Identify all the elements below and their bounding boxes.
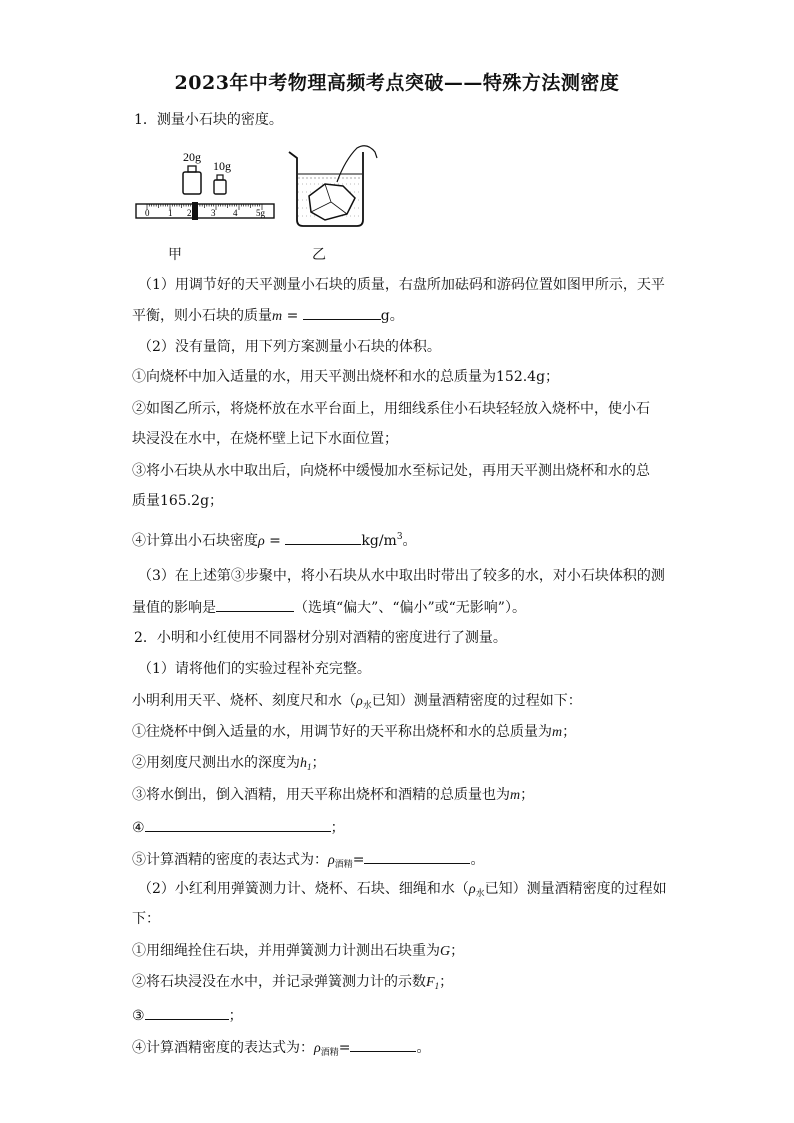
q1-stem: 1．测量小石块的密度。	[134, 112, 283, 128]
q1-step3-b: 质量165.2g；	[132, 493, 224, 509]
scale-tick-4: 4	[233, 208, 238, 218]
rider-marker	[192, 202, 198, 220]
q1-step2-a: ②如图乙所示，将烧杯放在水平台面上，用细线系住小石块轻轻放入烧杯中，使小石	[132, 401, 650, 417]
q1-part3-b: 量值的影响是 （选填“偏大”、“偏小”或“无影响”）。	[132, 597, 526, 617]
q2-part2-a: （2）小红利用弹簧测力计、烧杯、石块、细绳和水（$\rho_水$已知）测量酒精密度的过程如	[138, 881, 667, 899]
figure-balance-rider	[133, 148, 278, 224]
step4-answer-blank[interactable]	[145, 817, 331, 832]
scale-tick-5: 5g	[256, 208, 265, 218]
q1-step4: ④计算出小石块密度$\rho = kg/m^3$。	[132, 532, 417, 549]
scale-tick-1: 1	[168, 208, 173, 218]
figure-caption-yi: 乙	[312, 247, 326, 263]
q2-part1: （1）请将他们的实验过程补充完整。	[138, 661, 371, 677]
q2-b2: ②将石块浸没在水中，并记录弹簧测力计的示数$F_1$；	[132, 974, 454, 991]
scale-tick-2: 2	[187, 208, 192, 218]
q2-a4: ④ ；	[132, 817, 345, 837]
stone-icon	[309, 184, 355, 220]
q2-stem: 2．小明和小红使用不同器材分别对酒精的密度进行了测量。	[134, 630, 507, 646]
q1-part1-line-b: 平衡，则小石块的质量m = g。	[132, 305, 404, 326]
mass-answer-blank[interactable]	[303, 305, 381, 320]
page-title: 2023年中考物理高频考点突破——特殊方法测密度	[174, 72, 620, 94]
weight-10g-icon	[214, 175, 226, 194]
q1-part1-line-a: （1）用调节好的天平测量小石块的质量，右盘所加砝码和游码位置如图甲所示，天平	[138, 277, 665, 293]
q1-part3-a: （3）在上述第③步聚中，将小石块从水中取出时带出了较多的水，对小石块体积的测	[138, 568, 665, 584]
q1-part2: （2）没有量筒，用下列方案测量小石块的体积。	[138, 339, 441, 355]
q2-b1: ①用细绳拴住石块，并用弹簧测力计测出石块重为G；	[132, 943, 465, 959]
q2-part2-b: 下：	[132, 911, 160, 927]
thread-icon	[337, 146, 377, 182]
expression-answer-blank-1[interactable]	[364, 849, 470, 864]
q2-b4: ④计算酒精密度的表达式为：$\rho_{酒精}=$ 。	[132, 1037, 430, 1062]
q1-step1: ①向烧杯中加入适量的水，用天平测出烧杯和水的总质量为152.4g；	[132, 369, 560, 385]
q1-step3-a: ③将小石块从水中取出后，向烧杯中缓慢加水至标记处，再用天平测出烧杯和水的总	[132, 463, 650, 479]
q2-a1: ①往烧杯中倒入适量的水，用调节好的天平称出烧杯和水的总质量为m；	[132, 724, 577, 740]
q2-a5: ⑤计算酒精的密度的表达式为：$\rho_{酒精}=$ 。	[132, 849, 484, 874]
scale-tick-3: 3	[211, 208, 216, 218]
q2-a2: ②用刻度尺测出水的深度为$h_1$；	[132, 755, 326, 772]
effect-answer-blank[interactable]	[216, 597, 294, 612]
weight-20g-label: 20g	[183, 150, 201, 164]
q2-xiaoming-intro: 小明利用天平、烧杯、刻度尺和水（$\rho_水$已知）测量酒精密度的过程如下：	[132, 693, 582, 711]
q2-a3: ③将水倒出，倒入酒精，用天平称出烧杯和酒精的总质量也为m；	[132, 787, 535, 803]
q1-step2-b: 块浸没在水中，在烧杯壁上记下水面位置；	[132, 431, 398, 447]
weight-20g-icon	[183, 166, 201, 194]
density-answer-blank[interactable]	[285, 530, 361, 545]
scale-tick-0: 0	[145, 208, 150, 218]
rider-scale	[136, 202, 274, 220]
weight-10g-label: 10g	[213, 159, 231, 173]
q2-b3: ③ ；	[132, 1005, 243, 1025]
step3-answer-blank[interactable]	[145, 1005, 229, 1020]
figure-caption-jia: 甲	[168, 247, 182, 263]
expression-answer-blank-2[interactable]	[350, 1037, 416, 1052]
figure-beaker	[285, 140, 385, 230]
